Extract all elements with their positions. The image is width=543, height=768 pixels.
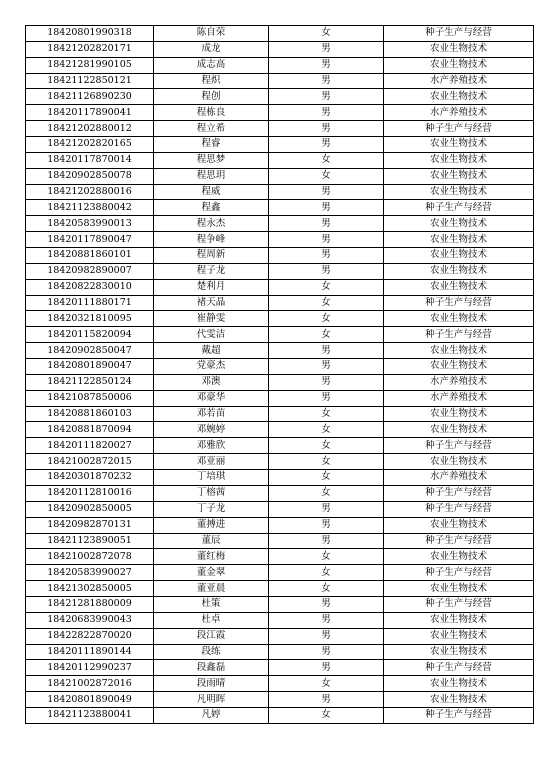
student-id-cell: 18420881870094: [26, 422, 154, 438]
student-name-cell: 程子龙: [154, 263, 269, 279]
table-row: [26, 26, 534, 42]
table-row: [26, 406, 534, 422]
gender-cell: 男: [269, 596, 384, 612]
major-cell: 农业生物技术: [384, 41, 534, 57]
major-cell: 农业生物技术: [384, 628, 534, 644]
table-row: [26, 501, 534, 517]
gender-cell: 男: [269, 263, 384, 279]
gender-cell: 男: [269, 359, 384, 375]
student-name-cell: 程栋良: [154, 105, 269, 121]
major-cell: 农业生物技术: [384, 232, 534, 248]
major-cell: 水产养殖技术: [384, 105, 534, 121]
student-id-cell: 18421202880016: [26, 184, 154, 200]
student-name-cell: 丁培琪: [154, 470, 269, 486]
student-id-cell: 18420111890144: [26, 644, 154, 660]
student-id-cell: 18420881860101: [26, 248, 154, 264]
student-name-cell: 成龙: [154, 41, 269, 57]
student-id-cell: 18421002872016: [26, 676, 154, 692]
table-row: [26, 279, 534, 295]
gender-cell: 男: [269, 184, 384, 200]
student-name-cell: 杜卓: [154, 612, 269, 628]
student-id-cell: 18420683990043: [26, 612, 154, 628]
student-id-cell: 18420902850005: [26, 501, 154, 517]
table-row: [26, 454, 534, 470]
major-cell: 种子生产与经营: [384, 295, 534, 311]
student-id-cell: 18421123880041: [26, 707, 154, 723]
student-id-cell: 18420112810016: [26, 485, 154, 501]
major-cell: 农业生物技术: [384, 311, 534, 327]
gender-cell: 女: [269, 406, 384, 422]
table-row: [26, 216, 534, 232]
gender-cell: 男: [269, 612, 384, 628]
gender-cell: 男: [269, 57, 384, 73]
gender-cell: 女: [269, 707, 384, 723]
student-name-cell: 董搏进: [154, 517, 269, 533]
student-id-cell: 18421122850121: [26, 73, 154, 89]
major-cell: 农业生物技术: [384, 581, 534, 597]
student-id-cell: 18420801890047: [26, 359, 154, 375]
major-cell: 种子生产与经营: [384, 485, 534, 501]
student-id-cell: 18420902850047: [26, 343, 154, 359]
gender-cell: 女: [269, 152, 384, 168]
student-id-cell: 18420982890007: [26, 263, 154, 279]
gender-cell: 男: [269, 89, 384, 105]
student-name-cell: 凡明晖: [154, 692, 269, 708]
gender-cell: 女: [269, 470, 384, 486]
major-cell: 种子生产与经营: [384, 533, 534, 549]
student-name-cell: 成志高: [154, 57, 269, 73]
student-id-cell: 18420583990027: [26, 565, 154, 581]
table-row: [26, 470, 534, 486]
major-cell: 农业生物技术: [384, 549, 534, 565]
student-name-cell: 段练: [154, 644, 269, 660]
student-name-cell: 段江霞: [154, 628, 269, 644]
gender-cell: 男: [269, 248, 384, 264]
student-id-cell: 18420801990318: [26, 26, 154, 42]
student-name-cell: 程永杰: [154, 216, 269, 232]
student-name-cell: 邓若苗: [154, 406, 269, 422]
student-name-cell: 凡婷: [154, 707, 269, 723]
gender-cell: 女: [269, 581, 384, 597]
student-id-cell: 18421202820171: [26, 41, 154, 57]
table-row: [26, 549, 534, 565]
student-id-cell: 18421202880012: [26, 121, 154, 137]
major-cell: 农业生物技术: [384, 168, 534, 184]
table-row: [26, 676, 534, 692]
table-row: [26, 707, 534, 723]
major-cell: 农业生物技术: [384, 137, 534, 153]
student-id-cell: 18420117870014: [26, 152, 154, 168]
table-row: [26, 311, 534, 327]
gender-cell: 女: [269, 549, 384, 565]
student-name-cell: 陈自荣: [154, 26, 269, 42]
student-name-cell: 程思梦: [154, 152, 269, 168]
student-name-cell: 段鑫磊: [154, 660, 269, 676]
student-id-cell: 18420902850078: [26, 168, 154, 184]
student-id-cell: 18420321810095: [26, 311, 154, 327]
major-cell: 农业生物技术: [384, 422, 534, 438]
student-name-cell: 程睿: [154, 137, 269, 153]
major-cell: 农业生物技术: [384, 89, 534, 105]
table-row: [26, 596, 534, 612]
table-row: [26, 152, 534, 168]
gender-cell: 男: [269, 374, 384, 390]
student-id-cell: 18420111820027: [26, 438, 154, 454]
major-cell: 农业生物技术: [384, 612, 534, 628]
gender-cell: 女: [269, 676, 384, 692]
table-row: [26, 263, 534, 279]
major-cell: 种子生产与经营: [384, 121, 534, 137]
gender-cell: 男: [269, 137, 384, 153]
gender-cell: 男: [269, 216, 384, 232]
table-row: [26, 137, 534, 153]
gender-cell: 男: [269, 390, 384, 406]
major-cell: 种子生产与经营: [384, 565, 534, 581]
table-row: [26, 168, 534, 184]
student-id-cell: 18420115820094: [26, 327, 154, 343]
major-cell: 水产养殖技术: [384, 470, 534, 486]
table-row: [26, 248, 534, 264]
table-row: [26, 438, 534, 454]
gender-cell: 男: [269, 41, 384, 57]
student-id-cell: 18420301870232: [26, 470, 154, 486]
student-id-cell: 18421126890230: [26, 89, 154, 105]
major-cell: 农业生物技术: [384, 644, 534, 660]
student-id-cell: 18421123880042: [26, 200, 154, 216]
major-cell: 农业生物技术: [384, 57, 534, 73]
student-id-cell: 18421123890051: [26, 533, 154, 549]
major-cell: 种子生产与经营: [384, 660, 534, 676]
student-name-cell: 邓雅欣: [154, 438, 269, 454]
student-id-cell: 18422822870020: [26, 628, 154, 644]
major-cell: 种子生产与经营: [384, 26, 534, 42]
student-name-cell: 邓婉婷: [154, 422, 269, 438]
table-row: [26, 73, 534, 89]
student-name-cell: 程争峰: [154, 232, 269, 248]
major-cell: 农业生物技术: [384, 248, 534, 264]
student-name-cell: 丁子龙: [154, 501, 269, 517]
major-cell: 水产养殖技术: [384, 73, 534, 89]
major-cell: 农业生物技术: [384, 692, 534, 708]
student-name-cell: 戴超: [154, 343, 269, 359]
gender-cell: 女: [269, 485, 384, 501]
major-cell: 农业生物技术: [384, 152, 534, 168]
student-name-cell: 董辰: [154, 533, 269, 549]
gender-cell: 女: [269, 454, 384, 470]
student-name-cell: 程创: [154, 89, 269, 105]
student-id-cell: 18421281990105: [26, 57, 154, 73]
student-name-cell: 代雯洁: [154, 327, 269, 343]
major-cell: 农业生物技术: [384, 454, 534, 470]
table-row: [26, 644, 534, 660]
student-id-cell: 18420583990013: [26, 216, 154, 232]
gender-cell: 女: [269, 168, 384, 184]
table-row: [26, 327, 534, 343]
major-cell: 农业生物技术: [384, 359, 534, 375]
student-id-cell: 18421122850124: [26, 374, 154, 390]
table-row: [26, 581, 534, 597]
major-cell: 种子生产与经营: [384, 501, 534, 517]
gender-cell: 男: [269, 232, 384, 248]
major-cell: 种子生产与经营: [384, 707, 534, 723]
gender-cell: 女: [269, 422, 384, 438]
student-id-cell: 18420881860103: [26, 406, 154, 422]
table-row: [26, 89, 534, 105]
table-row: [26, 660, 534, 676]
major-cell: 农业生物技术: [384, 676, 534, 692]
student-name-cell: 董金翠: [154, 565, 269, 581]
gender-cell: 男: [269, 692, 384, 708]
table-row: [26, 105, 534, 121]
student-id-cell: 18421302850005: [26, 581, 154, 597]
gender-cell: 女: [269, 26, 384, 42]
table-row: [26, 359, 534, 375]
gender-cell: 男: [269, 660, 384, 676]
table-row: [26, 57, 534, 73]
student-name-cell: 程立希: [154, 121, 269, 137]
major-cell: 农业生物技术: [384, 279, 534, 295]
major-cell: 农业生物技术: [384, 184, 534, 200]
student-id-cell: 18421281880009: [26, 596, 154, 612]
table-row: [26, 390, 534, 406]
student-name-cell: 邓豪华: [154, 390, 269, 406]
table-row: [26, 533, 534, 549]
gender-cell: 男: [269, 105, 384, 121]
student-name-cell: 程周新: [154, 248, 269, 264]
table-row: [26, 422, 534, 438]
major-cell: 种子生产与经营: [384, 327, 534, 343]
student-name-cell: 崔静雯: [154, 311, 269, 327]
gender-cell: 男: [269, 343, 384, 359]
major-cell: 水产养殖技术: [384, 390, 534, 406]
table-row: [26, 485, 534, 501]
major-cell: 水产养殖技术: [384, 374, 534, 390]
gender-cell: 男: [269, 644, 384, 660]
gender-cell: 女: [269, 311, 384, 327]
table-row: [26, 517, 534, 533]
major-cell: 种子生产与经营: [384, 596, 534, 612]
student-name-cell: 程威: [154, 184, 269, 200]
student-table: [25, 25, 534, 724]
student-id-cell: 18421002872078: [26, 549, 154, 565]
student-name-cell: 程炽: [154, 73, 269, 89]
student-name-cell: 邓澳: [154, 374, 269, 390]
table-row: [26, 232, 534, 248]
major-cell: 农业生物技术: [384, 406, 534, 422]
table-row: [26, 565, 534, 581]
major-cell: 种子生产与经营: [384, 438, 534, 454]
table-row: [26, 374, 534, 390]
major-cell: 农业生物技术: [384, 517, 534, 533]
gender-cell: 女: [269, 327, 384, 343]
major-cell: 农业生物技术: [384, 263, 534, 279]
gender-cell: 男: [269, 501, 384, 517]
student-name-cell: 董亚晨: [154, 581, 269, 597]
student-id-cell: 18420801890049: [26, 692, 154, 708]
gender-cell: 男: [269, 533, 384, 549]
gender-cell: 男: [269, 121, 384, 137]
student-name-cell: 董红梅: [154, 549, 269, 565]
table-row: [26, 200, 534, 216]
gender-cell: 女: [269, 279, 384, 295]
gender-cell: 女: [269, 438, 384, 454]
student-name-cell: 邓亚丽: [154, 454, 269, 470]
table-row: [26, 628, 534, 644]
student-id-cell: 18421087850006: [26, 390, 154, 406]
student-name-cell: 党豪杰: [154, 359, 269, 375]
table-row: [26, 692, 534, 708]
gender-cell: 男: [269, 517, 384, 533]
table-row: [26, 343, 534, 359]
student-id-cell: 18420117890047: [26, 232, 154, 248]
student-name-cell: 程思玥: [154, 168, 269, 184]
gender-cell: 男: [269, 73, 384, 89]
student-name-cell: 丁榕茜: [154, 485, 269, 501]
major-cell: 农业生物技术: [384, 343, 534, 359]
student-id-cell: 18420111880171: [26, 295, 154, 311]
student-name-cell: 楚利月: [154, 279, 269, 295]
gender-cell: 女: [269, 295, 384, 311]
student-name-cell: 段雨晴: [154, 676, 269, 692]
gender-cell: 男: [269, 200, 384, 216]
table-row: [26, 184, 534, 200]
student-id-cell: 18420982870131: [26, 517, 154, 533]
student-table-body: [26, 26, 534, 724]
student-name-cell: 程鑫: [154, 200, 269, 216]
student-id-cell: 18421002872015: [26, 454, 154, 470]
gender-cell: 男: [269, 628, 384, 644]
student-name-cell: 褚天晶: [154, 295, 269, 311]
gender-cell: 女: [269, 565, 384, 581]
student-id-cell: 18420112990237: [26, 660, 154, 676]
table-row: [26, 41, 534, 57]
student-id-cell: 18421202820165: [26, 137, 154, 153]
table-row: [26, 121, 534, 137]
table-row: [26, 295, 534, 311]
major-cell: 农业生物技术: [384, 216, 534, 232]
student-id-cell: 18420822830010: [26, 279, 154, 295]
student-name-cell: 杜策: [154, 596, 269, 612]
student-id-cell: 18420117890041: [26, 105, 154, 121]
major-cell: 种子生产与经营: [384, 200, 534, 216]
table-row: [26, 612, 534, 628]
